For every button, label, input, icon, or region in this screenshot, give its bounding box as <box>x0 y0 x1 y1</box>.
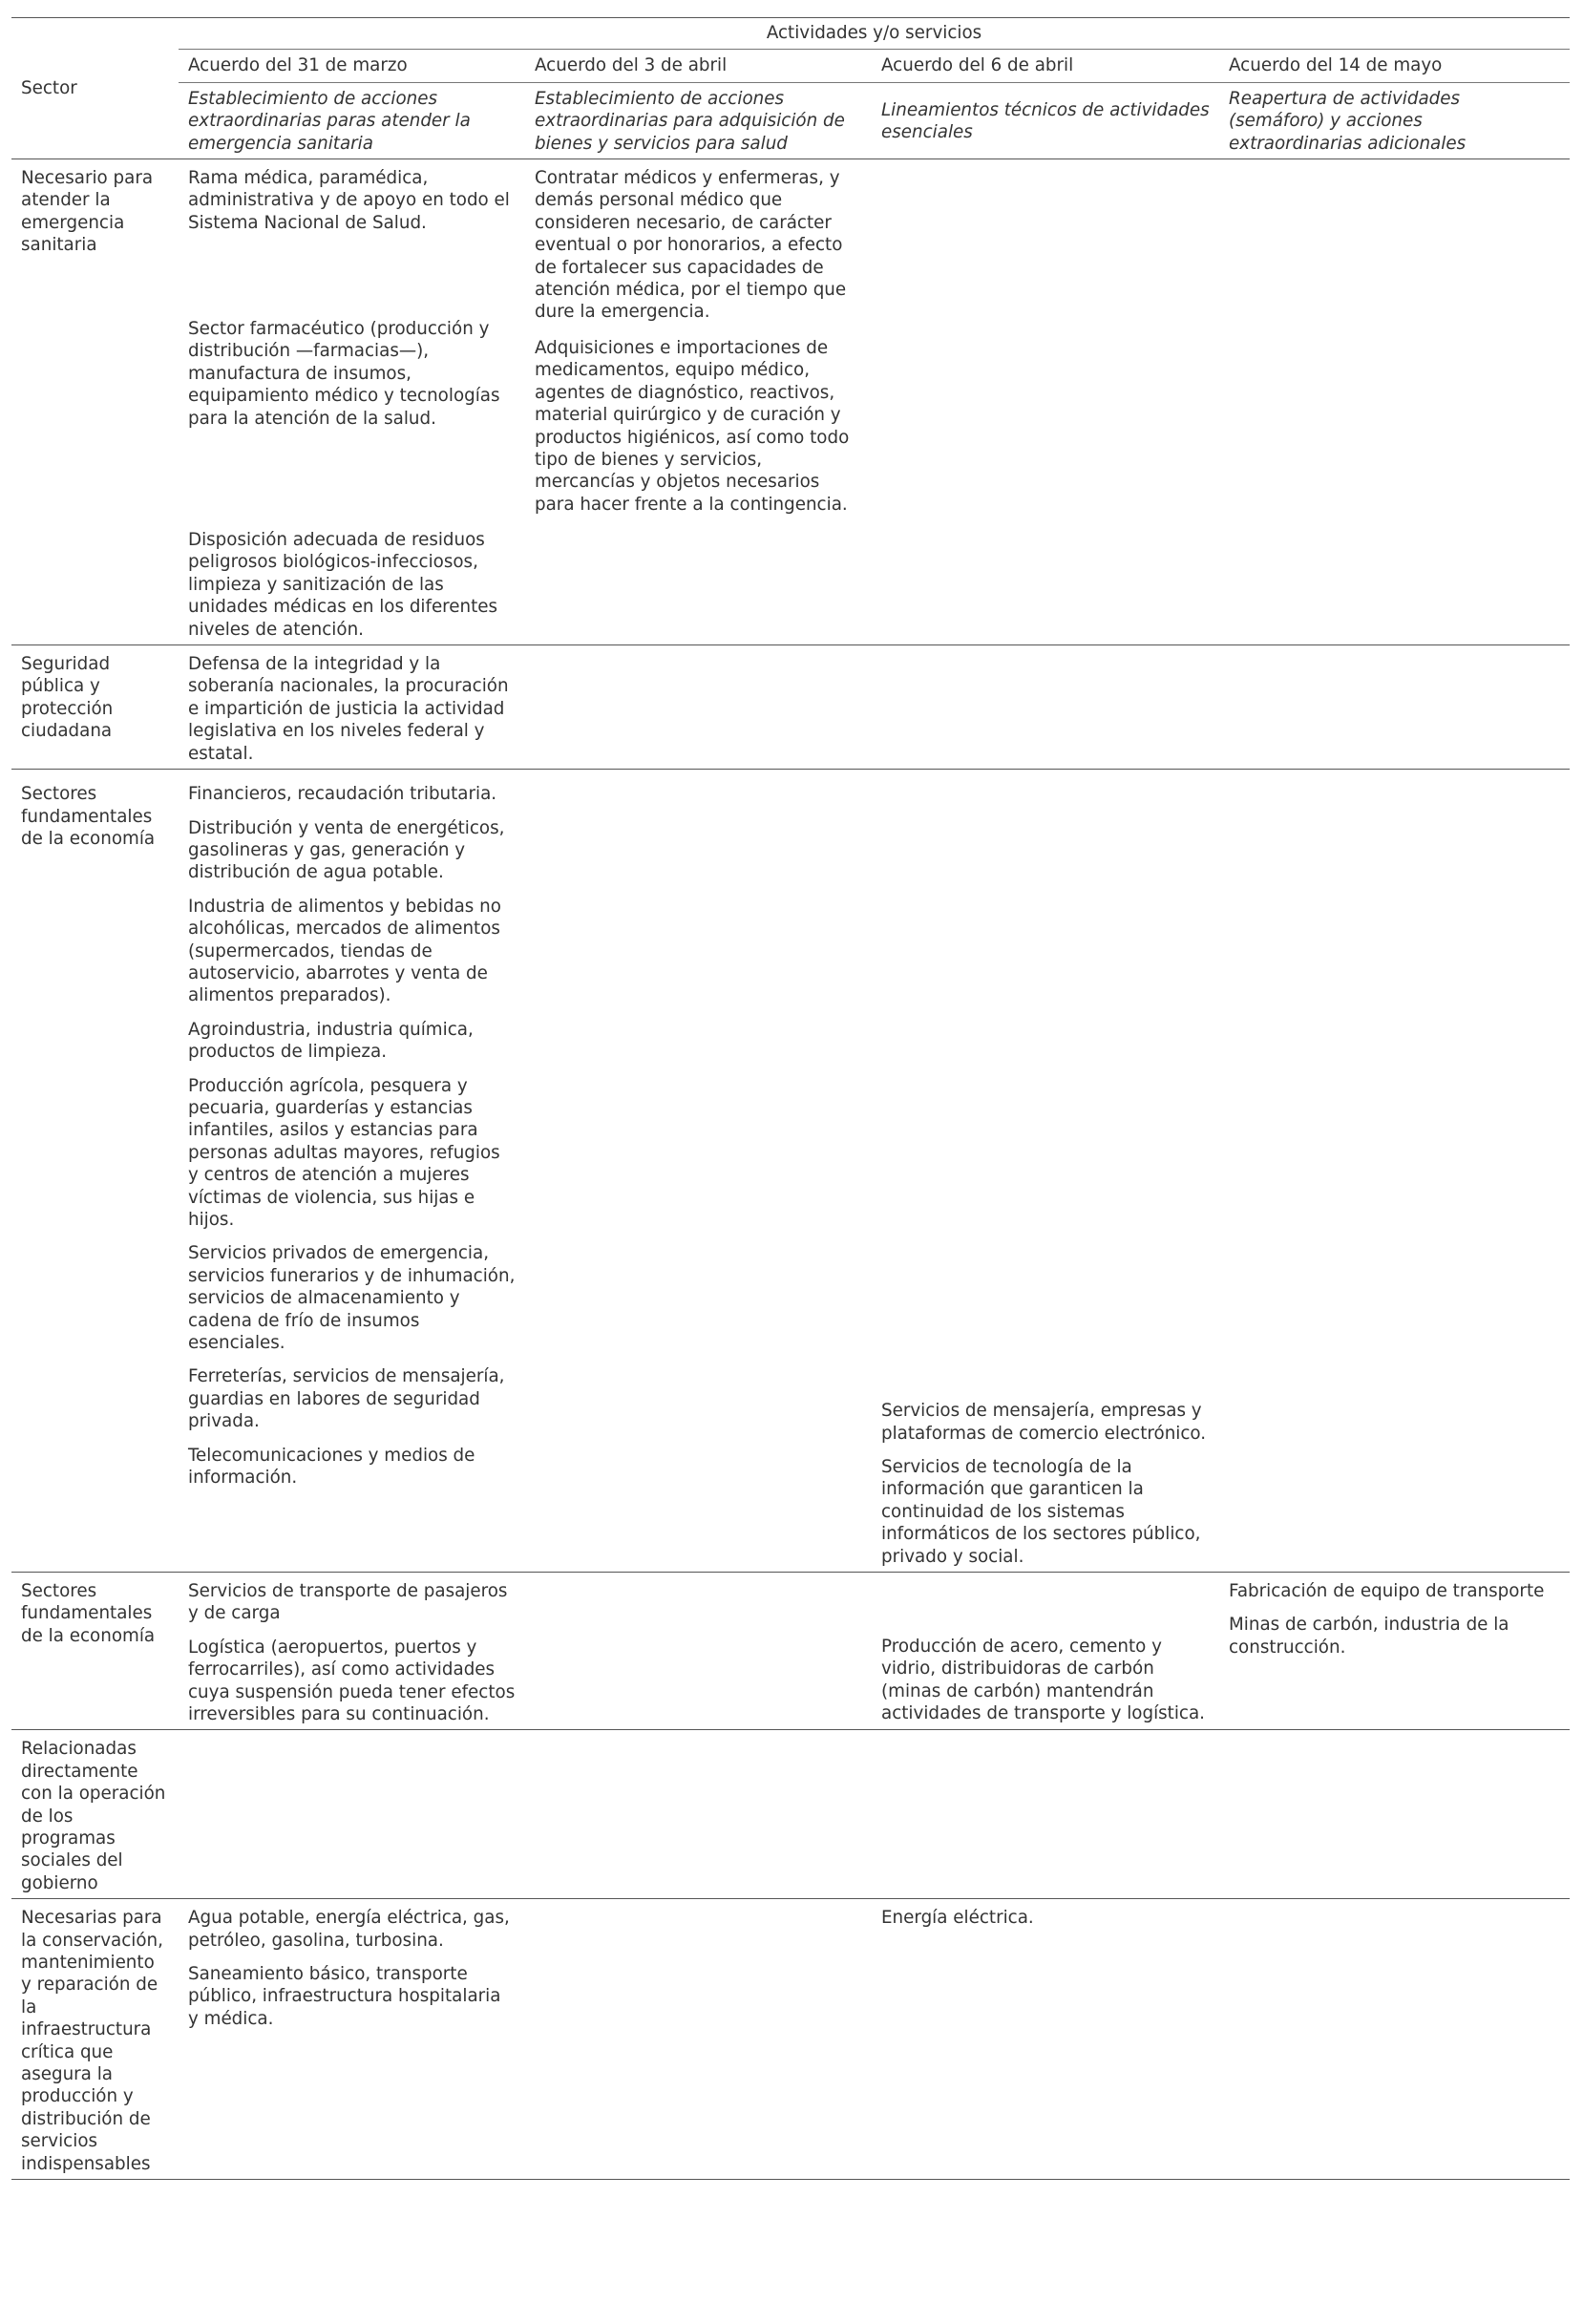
cell-3-abril <box>525 1899 872 2180</box>
cell-31-marzo <box>179 1730 525 1899</box>
activity-item: Agua potable, energía eléctrica, gas, petróleo, gasolina, turbosina. <box>188 1908 510 1951</box>
header-row-agreements <box>11 50 1570 82</box>
activity-item: Energía eléctrica. <box>881 1908 1034 1929</box>
activity-item: Producción agrícola, pesquera y pecuaria, guarderías y estancias infantiles, asilos y estancias para personas adultas mayores, refugios y centros de atención a mujeres víctimas de violencia, sus hijas e hijos. <box>188 1075 500 1230</box>
cell-14-mayo <box>1219 1572 1570 1729</box>
cell-3-abril <box>525 1730 872 1899</box>
cell-6-abril <box>872 1730 1219 1899</box>
cell-3-abril <box>525 1572 872 1729</box>
cell-14-mayo <box>1219 770 1570 1573</box>
cell-31-marzo <box>179 645 525 770</box>
cell-3-abril <box>525 645 872 770</box>
activity-item: Defensa de la integridad y la soberanía nacionales, la procuración e impartición de justicia la actividad legislativa en los niveles federal y estatal. <box>188 654 509 764</box>
table-row <box>11 1730 1570 1899</box>
cell-3-abril <box>525 770 872 1573</box>
table-row <box>11 645 1570 770</box>
agreement-header-31-marzo: Acuerdo del 31 de marzo <box>179 50 525 82</box>
table-row <box>11 1899 1570 2180</box>
activities-table-document <box>11 17 1570 2180</box>
cell-14-mayo <box>1219 645 1570 770</box>
activity-item: Servicios privados de emergencia, servicios funerarios y de inhumación, servicios de almacenamiento y cadena de frío de insumos esenciales. <box>188 1243 516 1354</box>
activity-item: Servicios de transporte de pasajeros y de carga <box>188 1580 508 1624</box>
cell-6-abril <box>872 1899 1219 2180</box>
cell-31-marzo <box>179 770 525 1573</box>
header-row-descriptions <box>11 82 1570 158</box>
sector-cell: Necesario para atender la emergencia sanitaria <box>11 159 179 645</box>
cell-31-marzo <box>179 159 525 645</box>
agreement-description-3-abril: Establecimiento de acciones extraordinarias para adquisición de bienes y servicios para salud <box>525 82 872 158</box>
agreement-header-3-abril: Acuerdo del 3 de abril <box>525 50 872 82</box>
activity-item: Ferreterías, servicios de mensajería, guardias en labores de seguridad privada. <box>188 1366 505 1432</box>
activity-item: Contratar médicos y enfermeras, y demás personal médico que consideren necesario, de carácter eventual o por honorarios, a efecto de fortalecer sus capacidades de atención médica, por el tiempo que dure la emergencia. <box>535 168 847 323</box>
sector-cell: Relacionadas directamente con la operación de los programas sociales del gobierno <box>11 1730 179 1899</box>
activity-item: Agroindustria, industria química, productos de limpieza. <box>188 1019 474 1063</box>
sector-cell: Necesarias para la conservación, mantenimiento y reparación de la infraestructura crítica que asegura la producción y distribución de servicios indispensables <box>11 1899 179 2180</box>
agreement-description-14-mayo: Reapertura de actividades (semáforo) y acciones extraordinarias adicionales <box>1219 82 1570 158</box>
agreement-header-6-abril: Acuerdo del 6 de abril <box>872 50 1219 82</box>
activity-item: Logística (aeropuertos, puertos y ferrocarriles), así como actividades cuya suspensión pueda tener efectos irreversibles para su continuación. <box>188 1637 516 1724</box>
activity-item: Sector farmacéutico (producción y distribución —farmacias—), manufactura de insumos, equipamiento médico y tecnologías para la atención de la salud. <box>188 319 500 429</box>
activity-item: Disposición adecuada de residuos peligrosos biológicos-infecciosos, limpieza y sanitización de las unidades médicas en los diferentes niveles de atención. <box>188 530 498 640</box>
activity-item: Saneamiento básico, transporte público, infraestructura hospitalaria y médica. <box>188 1964 501 2029</box>
cell-6-abril <box>872 159 1219 645</box>
table-row <box>11 770 1570 1573</box>
sector-column-header: Sector <box>11 18 179 159</box>
activity-item: Industria de alimentos y bebidas no alcohólicas, mercados de alimentos (supermercados, tiendas de autoservicio, abarrotes y venta de alimentos preparados). <box>188 896 501 1006</box>
activity-item: Distribución y venta de energéticos, gasolineras y gas, generación y distribución de agua potable. <box>188 817 505 883</box>
agreement-header-14-mayo: Acuerdo del 14 de mayo <box>1219 50 1570 82</box>
cell-6-abril <box>872 770 1219 1573</box>
activity-item: Adquisiciones e importaciones de medicamentos, equipo médico, agentes de diagnóstico, reactivos, material quirúrgico y de curación y productos higiénicos, así como todo tipo de bienes y servicios, mercancías y objetos necesarios para hacer frente a la contingencia. <box>535 338 850 515</box>
cell-3-abril <box>525 159 872 645</box>
cell-14-mayo <box>1219 1899 1570 2180</box>
table-row <box>11 1572 1570 1729</box>
activities-group-header: Actividades y/o servicios <box>179 18 1570 50</box>
cell-6-abril <box>872 645 1219 770</box>
cell-6-abril <box>872 1572 1219 1729</box>
header-row-group <box>11 18 1570 50</box>
activity-item: Fabricación de equipo de transporte <box>1229 1580 1545 1601</box>
sector-cell: Sectores fundamentales de la economía <box>11 770 179 1573</box>
table-row <box>11 159 1570 645</box>
agreement-description-31-marzo: Establecimiento de acciones extraordinarias paras atender la emergencia sanitaria <box>179 82 525 158</box>
activity-item: Minas de carbón, industria de la construcción. <box>1229 1615 1509 1658</box>
activity-item: Financieros, recaudación tributaria. <box>188 784 497 805</box>
agreement-description-6-abril: Lineamientos técnicos de actividades esenciales <box>872 82 1219 158</box>
activity-item: Producción de acero, cemento y vidrio, distribuidoras de carbón (minas de carbón) mantendrán actividades de transporte y logística. <box>881 1636 1205 1724</box>
cell-31-marzo <box>179 1572 525 1729</box>
activities-table <box>11 17 1570 2180</box>
activity-item: Servicios de mensajería, empresas y plataformas de comercio electrónico. <box>881 1401 1207 1444</box>
activity-item: Rama médica, paramédica, administrativa y de apoyo en todo el Sistema Nacional de Salud. <box>188 168 510 233</box>
sector-cell: Sectores fundamentales de la economía <box>11 1572 179 1729</box>
activity-item: Servicios de tecnología de la información que garanticen la continuidad de los sistemas informáticos de los sectores público, privado y social. <box>881 1456 1201 1567</box>
activity-item: Telecomunicaciones y medios de información. <box>188 1445 475 1489</box>
cell-31-marzo <box>179 1899 525 2180</box>
cell-14-mayo <box>1219 159 1570 645</box>
sector-cell: Seguridad pública y protección ciudadana <box>11 645 179 770</box>
cell-14-mayo <box>1219 1730 1570 1899</box>
